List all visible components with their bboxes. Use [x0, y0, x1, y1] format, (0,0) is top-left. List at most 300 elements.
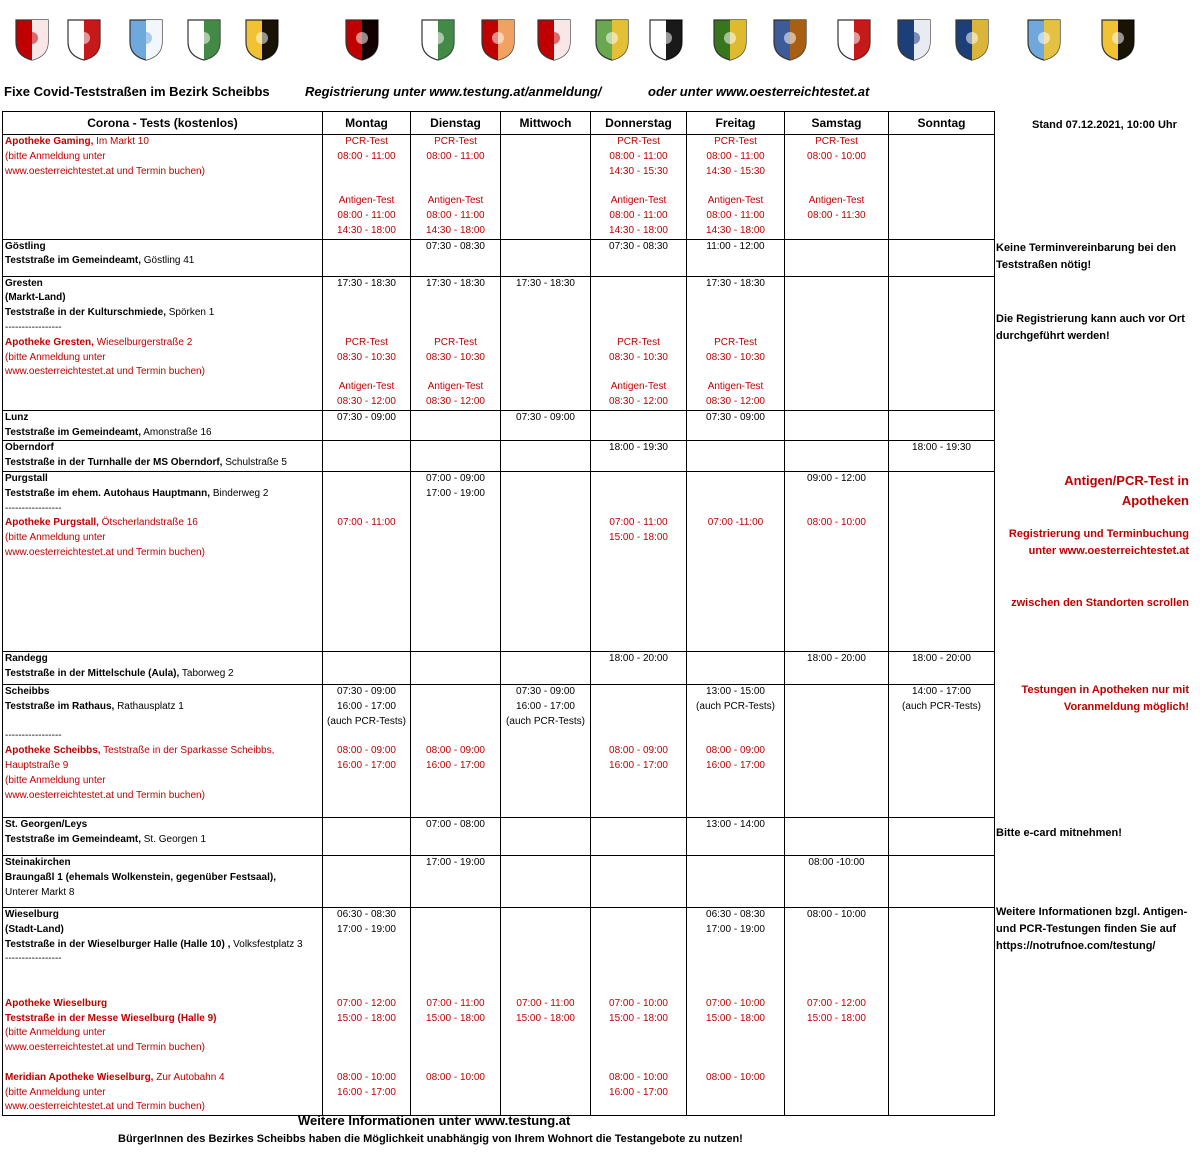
time-cell-sunday [889, 276, 995, 410]
spacer [689, 715, 782, 730]
spacer [325, 952, 408, 967]
location-line [5, 774, 320, 789]
time-cell-wednesday [501, 684, 591, 817]
time-cell-sunday [889, 855, 995, 907]
location-line [5, 321, 320, 336]
spacer [325, 487, 408, 502]
spacer [689, 472, 782, 487]
header-friday: Freitag [687, 112, 785, 135]
time-slot: 17:30 - 18:30 [337, 277, 396, 289]
registration-link-1: Registrierung unter www.testung.at/anmeldung/ [305, 84, 602, 99]
time-cell-saturday [785, 684, 889, 817]
time-cell-saturday [785, 276, 889, 410]
spacer [787, 502, 886, 517]
time-slot: 15:00 - 18:00 [516, 1012, 575, 1024]
time-slot: 07:30 - 09:00 [706, 411, 765, 423]
table-row [3, 907, 995, 1115]
location-line [5, 277, 320, 292]
spacer [593, 685, 684, 700]
time-cell-tuesday [411, 239, 501, 276]
time-slot: 07:30 - 09:00 [516, 411, 575, 423]
time-cell-monday [323, 817, 411, 855]
table-row [3, 817, 995, 855]
time-cell-wednesday [501, 276, 591, 410]
time-slot: 17:30 - 18:30 [706, 277, 765, 289]
location-text: Gresten [5, 277, 43, 289]
time-slot: 16:00 - 17:00 [337, 1086, 396, 1098]
spacer [413, 321, 498, 336]
location-cell [3, 817, 323, 855]
table-row [3, 410, 995, 441]
location-text: Lunz [5, 411, 29, 423]
time-cell-wednesday [501, 471, 591, 651]
location-text: Teststraße im Gemeindeamt, [5, 426, 141, 438]
location-text: Spörken 1 [165, 307, 215, 319]
time-slot: 08:30 - 12:00 [706, 395, 765, 407]
spacer [325, 291, 408, 306]
location-line [5, 516, 320, 531]
spacer [787, 967, 886, 982]
spacer [593, 179, 684, 194]
time-cell-wednesday [501, 239, 591, 276]
location-line [5, 365, 320, 380]
location-line [5, 1056, 320, 1071]
location-line [5, 938, 320, 953]
location-line [5, 652, 320, 667]
location-text: Apotheke Gaming, [5, 136, 94, 147]
time-cell-sunday [889, 239, 995, 276]
time-cell-wednesday [501, 410, 591, 441]
footer-info: Weitere Informationen unter www.testung.at [298, 1113, 571, 1128]
time-slot: 08:00 - 11:00 [337, 150, 396, 162]
spacer [325, 1056, 408, 1071]
table-row [3, 239, 995, 276]
location-text: Meridian Apotheke Wieselburg, [5, 1071, 154, 1083]
spacer [325, 472, 408, 487]
time-slot: PCR-Test [617, 136, 660, 147]
time-slot: 08:00 - 11:00 [706, 209, 765, 221]
time-slot: 17:30 - 18:30 [516, 277, 575, 289]
time-slot: 07:00 - 11:00 [426, 997, 485, 1009]
time-slot: 08:00 - 09:00 [426, 745, 485, 757]
time-slot: 08:00 - 11:00 [426, 209, 485, 221]
time-slot: PCR-Test [714, 136, 757, 147]
location-cell [3, 855, 323, 907]
time-cell-saturday [785, 817, 889, 855]
time-cell-thursday [591, 907, 687, 1115]
note-pharmacy-registration: Registrierung und Terminbuchung unter www.oesterreichtestet.at [1008, 528, 1189, 557]
time-slot: 07:00 - 11:00 [609, 517, 668, 529]
time-slot: 08:00 - 11:00 [426, 150, 485, 162]
location-text: Zur Autobahn 4 [153, 1071, 225, 1083]
spacer [689, 729, 782, 744]
spacer [325, 365, 408, 380]
crest-3-icon [128, 18, 164, 62]
time-slot: Antigen-Test [338, 195, 395, 207]
time-cell-wednesday [501, 651, 591, 684]
time-cell-sunday [889, 471, 995, 651]
location-line [5, 426, 320, 441]
time-cell-saturday [785, 651, 889, 684]
location-text: www.oesterreichtestet.at und Termin buchen) [5, 366, 205, 378]
time-cell-sunday [889, 684, 995, 817]
spacer [593, 1056, 684, 1071]
time-cell-friday [687, 907, 785, 1115]
location-line [5, 1086, 320, 1101]
time-slot: 07:00 - 12:00 [337, 997, 396, 1009]
time-slot: 14:00 - 17:00 [912, 685, 971, 697]
spacer [325, 1026, 408, 1041]
time-slot: 06:30 - 08:30 [706, 908, 765, 920]
time-slot: 08:00 - 10:00 [807, 517, 866, 529]
location-text: (bitte Anmeldung unter [5, 774, 106, 786]
time-slot: 08:00 - 09:00 [337, 745, 396, 757]
spacer [593, 472, 684, 487]
time-slot: 18:00 - 19:30 [609, 442, 668, 454]
location-line [5, 818, 320, 833]
spacer [593, 1026, 684, 1041]
spacer [593, 938, 684, 953]
spacer [593, 952, 684, 967]
spacer [503, 923, 588, 938]
time-slot: 08:00 - 10:00 [807, 908, 866, 920]
location-text: www.oesterreichtestet.at und Termin buchen) [5, 789, 205, 801]
time-cell-wednesday [501, 855, 591, 907]
spacer [413, 982, 498, 997]
time-slot: PCR-Test [617, 336, 660, 348]
crest-11-icon [648, 18, 684, 62]
time-slot: Antigen-Test [707, 195, 764, 207]
time-slot: 15:00 - 18:00 [609, 1012, 668, 1024]
location-text: Teststraße in der Kulturschmiede, [5, 307, 166, 319]
header-thursday: Donnerstag [591, 112, 687, 135]
time-slot: 08:00 - 11:30 [807, 209, 866, 221]
time-cell-friday [687, 135, 785, 240]
crest-5-icon [244, 18, 280, 62]
spacer [689, 952, 782, 967]
note-more-info: Weitere Informationen bzgl. Antigen- und PCR-Testungen finden Sie auf https://notrufnoe.com/testung/ [996, 906, 1188, 952]
location-text: Im Markt 10 [93, 136, 149, 147]
spacer [325, 938, 408, 953]
table-row [3, 855, 995, 907]
location-text: Braungaßl 1 (ehemals Wolkenstein, gegenüber Festsaal), [5, 871, 277, 883]
time-slot: 08:30 - 10:30 [706, 351, 765, 363]
time-slot: 07:30 - 08:30 [609, 240, 668, 252]
location-text: ----------------- [5, 321, 62, 333]
time-slot: 08:30 - 10:30 [426, 351, 485, 363]
location-text: Apotheke Purgstall, [5, 517, 99, 529]
time-cell-monday [323, 135, 411, 240]
time-slot: Antigen-Test [427, 381, 484, 393]
spacer [593, 908, 684, 923]
location-line [5, 291, 320, 306]
time-cell-tuesday [411, 276, 501, 410]
time-slot: 08:00 - 10:00 [706, 1071, 765, 1083]
location-line [5, 502, 320, 517]
location-text: St. Georgen/Leys [5, 818, 88, 830]
time-slot: 14:30 - 15:30 [706, 165, 765, 177]
location-cell [3, 135, 323, 240]
location-line [5, 336, 320, 351]
time-slot: 14:30 - 18:00 [706, 224, 765, 236]
location-text: www.oesterreichtestet.at und Termin buchen) [5, 1042, 205, 1054]
location-line [5, 487, 320, 502]
time-slot: 16:00 - 17:00 [337, 759, 396, 771]
location-text: (bitte Anmeldung unter [5, 351, 106, 363]
location-line [5, 715, 320, 730]
location-line [5, 700, 320, 715]
location-cell [3, 471, 323, 651]
time-slot: 15:00 - 18:00 [609, 532, 668, 544]
time-cell-tuesday [411, 651, 501, 684]
time-cell-thursday [591, 684, 687, 817]
time-cell-saturday [785, 135, 889, 240]
time-slot: (auch PCR-Tests) [327, 715, 406, 727]
location-text: Purgstall [5, 472, 48, 484]
location-line [5, 254, 320, 269]
spacer [503, 908, 588, 923]
time-slot: 13:00 - 14:00 [706, 818, 765, 830]
location-line [5, 472, 320, 487]
time-cell-thursday [591, 239, 687, 276]
spacer [689, 982, 782, 997]
crest-15-icon [896, 18, 932, 62]
time-cell-friday [687, 651, 785, 684]
location-line [5, 923, 320, 938]
time-slot: 08:00 - 10:00 [426, 1071, 485, 1083]
spacer [593, 729, 684, 744]
time-slot: 15:00 - 18:00 [337, 1012, 396, 1024]
location-line [5, 833, 320, 848]
location-line [5, 886, 320, 901]
location-line [5, 456, 320, 471]
time-cell-wednesday [501, 135, 591, 240]
time-slot: PCR-Test [714, 336, 757, 348]
spacer [325, 1041, 408, 1056]
location-line [5, 165, 320, 180]
time-cell-friday [687, 410, 785, 441]
spacer [325, 967, 408, 982]
location-cell [3, 441, 323, 472]
spacer [787, 982, 886, 997]
header-wednesday: Mittwoch [501, 112, 591, 135]
table-row [3, 684, 995, 817]
spacer [593, 715, 684, 730]
time-cell-saturday [785, 855, 889, 907]
location-text: Teststraße in der Messe Wieselburg (Halle 9) [5, 1012, 217, 1024]
time-cell-friday [687, 441, 785, 472]
location-line [5, 531, 320, 546]
location-cell [3, 907, 323, 1115]
location-cell [3, 684, 323, 817]
page-title: Fixe Covid-Teststraßen im Bezirk Scheibbs [4, 84, 270, 99]
time-cell-thursday [591, 855, 687, 907]
location-text: Schulstraße 5 [222, 457, 287, 469]
time-slot: 07:00 - 08:00 [426, 818, 485, 830]
location-text: Taborweg 2 [179, 667, 234, 679]
spacer [787, 938, 886, 953]
time-slot: 17:00 - 19:00 [706, 923, 765, 935]
location-text: Teststraße im Gemeindeamt, [5, 255, 141, 267]
crest-17-icon [1026, 18, 1062, 62]
location-text: ----------------- [5, 730, 62, 742]
time-cell-thursday [591, 817, 687, 855]
spacer [689, 365, 782, 380]
crest-6-icon [344, 18, 380, 62]
crest-7-icon [420, 18, 456, 62]
time-slot: 08:30 - 12:00 [337, 395, 396, 407]
time-slot: (auch PCR-Tests) [696, 700, 775, 712]
time-slot: 15:00 - 18:00 [807, 1012, 866, 1024]
time-cell-sunday [889, 817, 995, 855]
time-slot: 16:00 - 17:00 [609, 759, 668, 771]
location-line [5, 441, 320, 456]
location-line [5, 789, 320, 804]
note-ecard: Bitte e-card mitnehmen! [996, 827, 1122, 839]
time-cell-sunday [889, 907, 995, 1115]
time-cell-monday [323, 855, 411, 907]
time-slot: 07:30 - 09:00 [337, 411, 396, 423]
time-slot: 07:00 - 09:00 [426, 472, 485, 484]
spacer [503, 967, 588, 982]
time-slot: 08:00 - 10:00 [807, 150, 866, 162]
table-row [3, 471, 995, 651]
spacer [593, 967, 684, 982]
time-cell-friday [687, 276, 785, 410]
spacer [325, 179, 408, 194]
time-cell-tuesday [411, 135, 501, 240]
location-text: Binderweg 2 [210, 487, 269, 499]
location-text: ----------------- [5, 502, 62, 514]
location-line [5, 1100, 320, 1115]
spacer [413, 923, 498, 938]
location-text: Randegg [5, 652, 48, 664]
time-cell-sunday [889, 651, 995, 684]
time-slot: PCR-Test [434, 336, 477, 348]
time-slot: 07:00 - 10:00 [706, 997, 765, 1009]
time-slot: Antigen-Test [808, 195, 865, 207]
location-line [5, 1026, 320, 1041]
location-text: (bitte Anmeldung unter [5, 150, 106, 162]
spacer [413, 908, 498, 923]
location-text: Apotheke Gresten, [5, 336, 94, 348]
spacer [413, 967, 498, 982]
spacer [689, 938, 782, 953]
location-text: Wieselburgerstraße 2 [93, 336, 193, 348]
spacer [593, 291, 684, 306]
spacer [689, 487, 782, 502]
spacer [413, 1041, 498, 1056]
note-scroll: zwischen den Standorten scrollen [1011, 597, 1189, 609]
time-slot: 09:00 - 12:00 [807, 472, 866, 484]
spacer [787, 165, 886, 180]
time-slot: PCR-Test [434, 136, 477, 147]
time-cell-thursday [591, 651, 687, 684]
time-slot: 07:30 - 09:00 [337, 685, 396, 697]
time-cell-sunday [889, 135, 995, 240]
location-line [5, 351, 320, 366]
crest-13-icon [772, 18, 808, 62]
location-text: (bitte Anmeldung unter [5, 1027, 106, 1039]
location-text: Ötscherlandstraße 16 [98, 517, 198, 529]
header-sunday: Sonntag [889, 112, 995, 135]
spacer [413, 700, 498, 715]
spacer [413, 938, 498, 953]
time-slot: (auch PCR-Tests) [506, 715, 585, 727]
time-slot: 08:00 - 10:00 [609, 1071, 668, 1083]
time-cell-saturday [785, 907, 889, 1115]
footer-note: BürgerInnen des Bezirkes Scheibbs haben die Möglichkeit unabhängig von Ihrem Wohnort die Testangebote zu nutzen! [118, 1133, 743, 1145]
time-slot: 14:30 - 18:00 [609, 224, 668, 236]
crest-1-icon [14, 18, 50, 62]
time-cell-monday [323, 239, 411, 276]
time-slot: 08:00 - 11:00 [609, 150, 668, 162]
location-text: www.oesterreichtestet.at und Termin buchen) [5, 546, 205, 558]
location-text: (Stadt-Land) [5, 923, 64, 935]
time-cell-saturday [785, 239, 889, 276]
spacer [413, 179, 498, 194]
time-cell-tuesday [411, 441, 501, 472]
time-cell-friday [687, 239, 785, 276]
location-line [5, 871, 320, 886]
time-slot: Antigen-Test [610, 381, 667, 393]
time-cell-tuesday [411, 471, 501, 651]
location-line [5, 306, 320, 321]
spacer [325, 982, 408, 997]
time-slot: Antigen-Test [338, 381, 395, 393]
spacer [787, 487, 886, 502]
time-slot: 08:30 - 10:30 [337, 351, 396, 363]
time-slot: 07:00 - 11:00 [337, 517, 396, 529]
spacer [593, 923, 684, 938]
location-text: www.oesterreichtestet.at und Termin buchen) [5, 165, 205, 177]
spacer [413, 685, 498, 700]
location-text: Apotheke Wieselburg [5, 997, 108, 1009]
spacer [593, 365, 684, 380]
time-cell-tuesday [411, 410, 501, 441]
location-line [5, 982, 320, 997]
location-line [5, 952, 320, 967]
location-line [5, 240, 320, 255]
location-line [5, 997, 320, 1012]
time-slot: 08:00 - 11:00 [706, 150, 765, 162]
time-slot: 07:00 - 10:00 [609, 997, 668, 1009]
time-cell-friday [687, 817, 785, 855]
time-cell-thursday [591, 135, 687, 240]
table-row [3, 651, 995, 684]
location-line [5, 729, 320, 744]
location-line [5, 908, 320, 923]
stand-date: Stand 07.12.2021, 10:00 Uhr [1032, 119, 1177, 131]
time-slot: 18:00 - 20:00 [807, 652, 866, 664]
time-slot: 07:00 - 12:00 [807, 997, 866, 1009]
spacer [593, 277, 684, 292]
time-cell-sunday [889, 441, 995, 472]
location-line [5, 150, 320, 165]
time-cell-friday [687, 684, 785, 817]
spacer [413, 306, 498, 321]
header-monday: Montag [323, 112, 411, 135]
spacer [689, 1056, 782, 1071]
location-cell [3, 410, 323, 441]
time-slot: 17:00 - 19:00 [426, 856, 485, 868]
time-slot: PCR-Test [815, 136, 858, 147]
spacer [503, 938, 588, 953]
time-slot: 07:30 - 09:00 [516, 685, 575, 697]
time-slot: 11:00 - 12:00 [706, 240, 765, 252]
note-no-appointment: Keine Terminvereinbarung bei den Teststraßen nötig! [996, 242, 1177, 271]
spacer [413, 1056, 498, 1071]
